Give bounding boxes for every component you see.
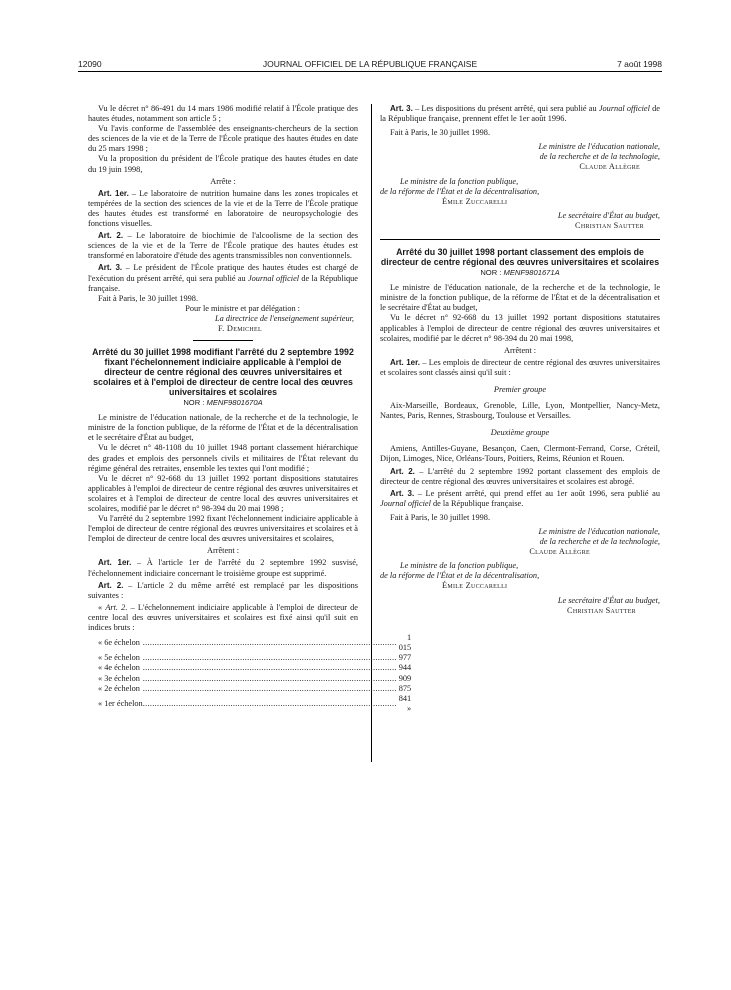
signature-name: Christian Sautter bbox=[567, 605, 636, 615]
signature-name: Émile Zuccarelli bbox=[442, 581, 508, 591]
table-row bbox=[98, 663, 411, 673]
article-text: – Les emplois de directeur de centre régional des œuvres universitaires et scolaires sont classés ainsi qu'il suit : bbox=[380, 357, 660, 377]
visa-paragraph: Vu le décret n° 92-668 du 13 juillet 1992 portant dispositions statutaires applicables à l'emploi de directeur de centre régional des œuvres universitaires et scolaires et à l'emploi de directeur de centre local des œuvres universitaires et scolaires, modifié par le décret n° 98-394 du 20 mai 1998 ; bbox=[88, 473, 358, 513]
article-paragraph bbox=[88, 231, 358, 261]
article-paragraph bbox=[380, 489, 660, 509]
echelon-label: « 6e échelon bbox=[98, 638, 140, 648]
signature-name: Claude Allègre bbox=[529, 547, 590, 557]
group-list: Aix-Marseille, Bordeaux, Grenoble, Lille, Lyon, Montpellier, Nancy-Metz, Nantes, Paris, Rennes, Strasbourg, Toulouse et Versailles. bbox=[380, 401, 660, 421]
journal-name: Journal officiel bbox=[380, 498, 431, 508]
signature-block bbox=[380, 527, 660, 557]
separator bbox=[380, 239, 660, 240]
signature-block bbox=[380, 142, 660, 172]
table-row bbox=[98, 694, 411, 714]
nor-reference bbox=[380, 268, 660, 278]
echelon-value: 909 bbox=[398, 673, 412, 683]
table-row bbox=[98, 633, 411, 653]
echelon-table bbox=[98, 633, 411, 714]
echelon-value: 1 015 bbox=[398, 633, 412, 653]
signature-title: Le secrétaire d'État au budget, bbox=[557, 595, 660, 605]
article-label: Art. 3. bbox=[390, 488, 415, 498]
nor-label: NOR : bbox=[183, 398, 207, 408]
nor-reference bbox=[88, 398, 358, 408]
right-column bbox=[380, 104, 660, 616]
leader-dots bbox=[143, 653, 397, 663]
signature-title: de la réforme de l'État et de la décentralisation, bbox=[380, 186, 540, 196]
table-row bbox=[98, 653, 411, 663]
fait-a-paris: Fait à Paris, le 30 juillet 1998. bbox=[390, 512, 491, 522]
nor-label: NOR : bbox=[480, 268, 504, 278]
echelon-label: « 3e échelon bbox=[98, 673, 140, 683]
arretent-heading: Arrêtent : bbox=[503, 345, 537, 355]
article-paragraph bbox=[88, 189, 358, 229]
visa-paragraph: Vu la proposition du président de l'École pratique des hautes études en date du 19 juin 1998, bbox=[88, 154, 358, 174]
decree-title: Arrêté du 30 juillet 1998 modifiant l'arrêté du 2 septembre 1992 fixant l'échelonnement indiciaire applicable à l'emploi de directeur de centre régional des œuvres universitaires et scolaires et à l'emploi de directeur de centre local des œuvres universitaires et scolaires bbox=[92, 347, 354, 398]
signature-title: La directrice de l'enseignement supérieur, bbox=[214, 313, 354, 323]
arrete-heading: Arrête : bbox=[210, 176, 236, 186]
fait-a-paris: Fait à Paris, le 30 juillet 1998. bbox=[390, 128, 491, 138]
table-row bbox=[98, 674, 411, 684]
visa-paragraph: Vu le décret n° 48-1108 du 10 juillet 1948 portant classement hiérarchique des grades et emplois des personnels civils et militaires de l'État relevant du régime général des retraites, ensemble les textes qui l'ont modifié ; bbox=[88, 443, 358, 473]
signature-title: Le ministre de l'éducation nationale, bbox=[538, 527, 660, 536]
nor-code: MENF9801671A bbox=[503, 268, 560, 278]
signature-name: Christian Sautter bbox=[575, 220, 644, 230]
signature-line: Pour le ministre et par délégation : bbox=[185, 303, 300, 313]
echelon-value: 841 » bbox=[398, 693, 412, 713]
quoted-article-label: Art. 2. bbox=[105, 602, 128, 612]
page-number: 12090 bbox=[78, 59, 102, 69]
article-label: Art. 2. bbox=[390, 466, 415, 476]
article-label: Art. 1er. bbox=[390, 357, 421, 367]
journal-name: Journal officiel bbox=[598, 104, 650, 113]
separator bbox=[193, 340, 253, 341]
article-text: – Le présent arrêté, qui prend effet au 1er août 1996, sera publié au bbox=[414, 488, 660, 498]
signature-block bbox=[380, 211, 660, 231]
signature-title: de la recherche et de la technologie, bbox=[539, 152, 660, 162]
left-column bbox=[88, 104, 412, 714]
signature-title: Le ministre de la fonction publique, bbox=[400, 561, 519, 571]
article-text: – Le laboratoire de nutrition humaine dans les zones tropicales et tempérées de la section des sciences de la vie et de la Terre de l'École pratique des hautes études est transformé en laboratoire de neuropsychologie des fonctions visuelles. bbox=[88, 188, 358, 229]
signature-title: Le secrétaire d'État au budget, bbox=[557, 210, 660, 220]
article-text: – À l'article 1er de l'arrêté du 2 septembre 1992 susvisé, l'échelonnement indiciaire concernant le troisième groupe est supprimé. bbox=[88, 558, 359, 578]
visa-paragraph: Le ministre de l'éducation nationale, de la recherche et de la technologie, le ministre de la fonction publique, de la réforme de l'État et de la décentralisation et le secrétaire d'État au budget, bbox=[380, 283, 660, 313]
article-text: de la République française. bbox=[430, 498, 524, 508]
article-paragraph bbox=[88, 581, 358, 601]
article-text: – L'arrêté du 2 septembre 1992 portant classement des emplois de directeur de centre régional des œuvres universitaires et scolaires est abrogé. bbox=[380, 466, 661, 486]
page-header bbox=[78, 58, 662, 70]
visa-paragraph: Le ministre de l'éducation nationale, de la recherche et de la technologie, le ministre de la fonction publique, de la réforme de l'État et de la décentralisation et le secrétaire d'État au budget, bbox=[88, 413, 358, 443]
quoted-article-text: – L'échelonnement indiciaire applicable à l'emploi de directeur de centre local des œuvres universitaires et scolaires est fixé ainsi qu'il suit en indices bruts : bbox=[88, 602, 358, 633]
article-paragraph bbox=[380, 104, 660, 124]
echelon-label: « 1er échelon bbox=[98, 698, 143, 708]
echelon-value: 944 bbox=[398, 663, 412, 673]
group-heading: Deuxième groupe bbox=[490, 428, 550, 438]
signature-title: de la recherche et de la technologie, bbox=[539, 537, 660, 547]
arretent-heading: Arrêtent : bbox=[206, 546, 240, 556]
article-text: – Le président de l'École pratique des hautes études est chargé de l'exécution du présent arrêté, qui sera publié au bbox=[88, 263, 358, 283]
leader-dots bbox=[143, 633, 397, 653]
quote-mark: « bbox=[98, 602, 106, 612]
article-label: Art. 3. bbox=[390, 104, 413, 113]
article-text: – Les dispositions du présent arrêté, qui sera publié au bbox=[412, 104, 599, 113]
article-label: Art. 1er. bbox=[98, 188, 129, 198]
echelon-value: 977 bbox=[398, 653, 412, 663]
article-text: – Le laboratoire de biochimie de l'alcoolisme de la section des sciences de la vie et de la Terre de l'École pratique des hautes études est transformé en laboratoire d'étude des agents transmissibles non conventionnels. bbox=[88, 231, 359, 261]
header-rule bbox=[78, 71, 662, 72]
table-row bbox=[98, 684, 411, 694]
article-paragraph bbox=[88, 263, 358, 293]
echelon-label: « 5e échelon bbox=[98, 653, 140, 663]
signature-title: de la réforme de l'État et de la décentralisation, bbox=[380, 571, 540, 581]
group-list: Amiens, Antilles-Guyane, Besançon, Caen, Clermont-Ferrand, Corse, Créteil, Dijon, Limoges, Nice, Orléans-Tours, Poitiers, Reims, Réunion et Rouen. bbox=[380, 444, 660, 464]
article-text: de la République française. bbox=[88, 273, 358, 293]
article-label: Art. 3. bbox=[98, 263, 123, 273]
signature-block bbox=[380, 596, 660, 616]
article-label: Art. 1er. bbox=[98, 558, 132, 568]
article-paragraph bbox=[88, 558, 358, 578]
journal-title: JOURNAL OFFICIEL DE LA RÉPUBLIQUE FRANÇAISE bbox=[262, 59, 478, 69]
visa-paragraph: Vu le décret n° 92-668 du 13 juillet 1992 portant dispositions statutaires applicables à l'emploi de directeur de centre régional des œuvres universitaires et scolaires, modifié par le décret n° 98-394 du 20 mai 1998, bbox=[380, 313, 660, 343]
fait-a-paris: Fait à Paris, le 30 juillet 1998. bbox=[98, 293, 199, 303]
visa-paragraph: Vu l'arrêté du 2 septembre 1992 fixant l'échelonnement indiciaire applicable à l'emploi de directeur de centre régional des œuvres universitaires et scolaires et à l'emploi de directeur de centre local des œuvres universitaires et scolaires, bbox=[88, 514, 358, 544]
echelon-value: 875 bbox=[398, 683, 412, 693]
decree-title: Arrêté du 30 juillet 1998 portant classement des emplois de directeur de centre régional des œuvres universitaires et scolaires bbox=[380, 247, 660, 268]
signature-block bbox=[380, 561, 660, 591]
visa-paragraph: Vu l'avis conforme de l'assemblée des enseignants-chercheurs de la section des sciences de la vie et de la Terre de l'École pratique des hautes études en date du 25 mars 1998 ; bbox=[88, 124, 358, 154]
article-text: de la République française, prennent effet le 1er août 1996. bbox=[380, 104, 660, 124]
article-label: Art. 2. bbox=[98, 231, 124, 241]
signature-block bbox=[380, 177, 660, 207]
signature-name: Émile Zuccarelli bbox=[442, 196, 508, 206]
visa-paragraph: Vu le décret n° 86-491 du 14 mars 1986 modifié relatif à l'École pratique des hautes études, notamment son article 5 ; bbox=[88, 104, 358, 124]
group-heading: Premier groupe bbox=[493, 384, 547, 394]
article-label: Art. 2. bbox=[98, 580, 124, 590]
signature-name: F. Demichel bbox=[217, 323, 262, 333]
echelon-label: « 2e échelon bbox=[98, 683, 140, 693]
quoted-article bbox=[88, 603, 358, 633]
article-text: – L'article 2 du même arrêté est remplacé par les dispositions suivantes : bbox=[88, 580, 358, 600]
echelon-label: « 4e échelon bbox=[98, 663, 140, 673]
signature-title: Le ministre de l'éducation nationale, bbox=[538, 142, 660, 152]
leader-dots bbox=[143, 694, 397, 714]
leader-dots bbox=[143, 684, 397, 694]
leader-dots bbox=[143, 663, 397, 673]
signature-name: Claude Allègre bbox=[579, 162, 640, 172]
nor-code: MENF9801670A bbox=[206, 398, 263, 408]
article-paragraph bbox=[380, 358, 660, 378]
article-paragraph bbox=[380, 467, 660, 487]
issue-date: 7 août 1998 bbox=[617, 59, 662, 69]
leader-dots bbox=[143, 674, 397, 684]
signature-title: Le ministre de la fonction publique, bbox=[400, 176, 519, 186]
journal-name: Journal officiel bbox=[247, 273, 300, 283]
